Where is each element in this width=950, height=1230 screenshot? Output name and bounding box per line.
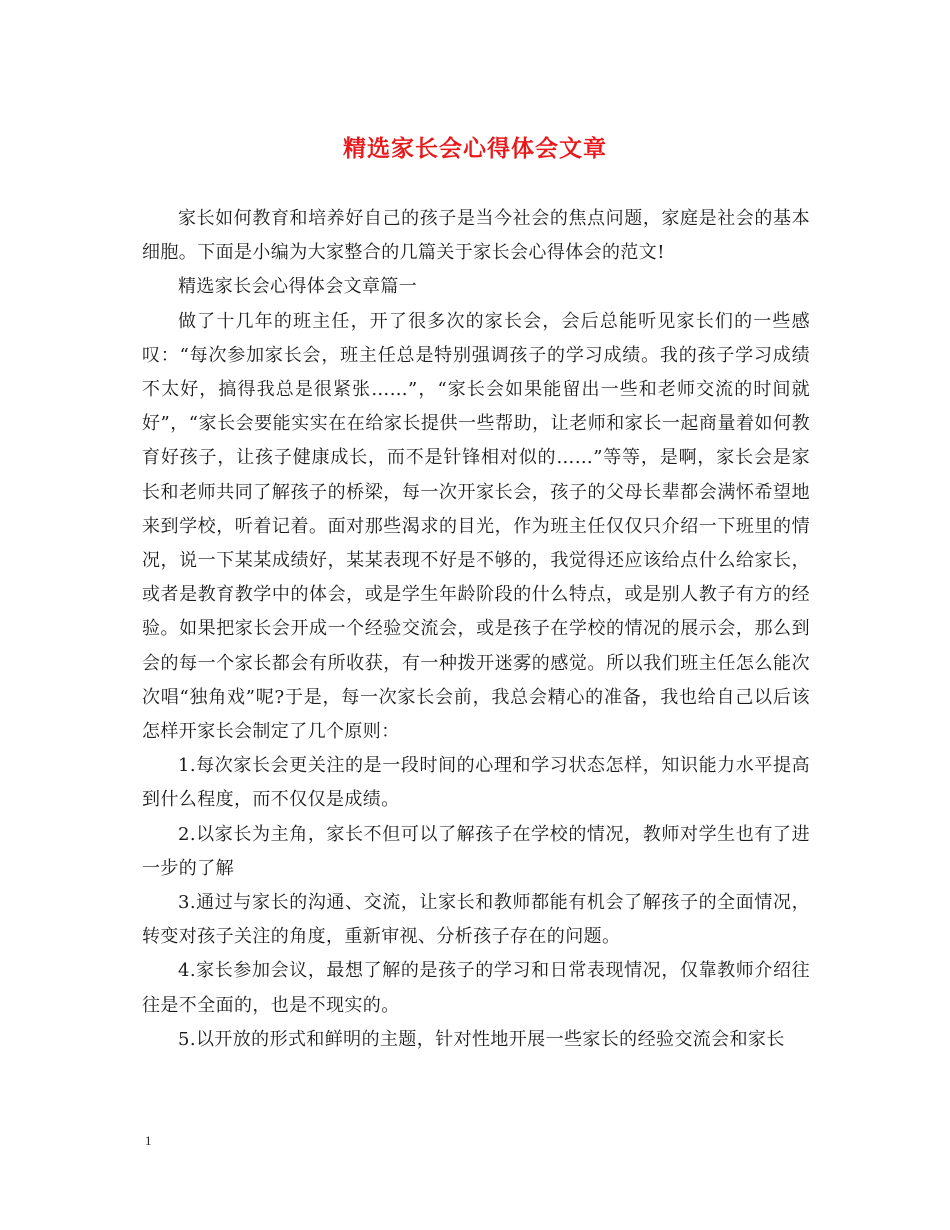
list-item-4: 4.家长参加会议，最想了解的是孩子的学习和日常表现情况，仅靠教师介绍往往是不全面的，也是不现实的。 — [142, 960, 810, 1016]
section-heading: 精选家长会心得体会文章篇一 — [178, 276, 418, 298]
body-paragraph: 做了十几年的班主任，开了很多次的家长会，会后总能听见家长们的一些感叹：“每次参加家长会，班主任总是特别强调孩子的学习成绩。我的孩子学习成绩不太好，搞得我总是很紧张……”，“家长会如果能留出一些和老师交流的时间就好”，“家长会要能实实在在给家长提供一些帮助，让老师和家长一起商量着如何教育好孩子，让孩子健康成长，而不是针锋相对似的……”等等，是啊，家长会是家长和老师共同了解孩子的桥梁，每一次开家长会，孩子的父母长辈都会满怀希望地来到学校，听着记着。面对那些渴求的目光，作为班主任仅仅只介绍一下班里的情况，说一下某某成绩好，某某表现不好是不够的，我觉得还应该给点什么给家长，或者是教育教学中的体会，或是学生年龄阶段的什么特点，或是别人教子有方的经验。如果把家长会开成一个经验交流会，或是孩子在学校的情况的展示会，那么到会的每一个家长都会有所收获，有一种拨开迷雾的感觉。所以我们班主任怎么能次次唱“独角戏”呢?于是，每一次家长会前，我总会精心的准备，我也给自己以后该怎样开家长会制定了几个原则： — [142, 310, 810, 743]
list-item-3: 3.通过与家长的沟通、交流，让家长和教师都能有机会了解孩子的全面情况，转变对孩子关注的角度，重新审视、分析孩子存在的问题。 — [142, 892, 810, 948]
document-body — [142, 202, 810, 1057]
list-item-1: 1.每次家长会更关注的是一段时间的心理和学习状态怎样，知识能力水平提高到什么程度，而不仅仅是成绩。 — [142, 755, 810, 811]
list-item-5: 5.以开放的形式和鲜明的主题，针对性地开展一些家长的经验交流会和家长 — [178, 1028, 785, 1050]
list-item-2: 2.以家长为主角，家长不但可以了解孩子在学校的情况，教师对学生也有了进一步的了解 — [142, 823, 810, 879]
intro-paragraph: 家长如何教育和培养好自己的孩子是当今社会的焦点问题，家庭是社会的基本细胞。下面是小编为大家整合的几篇关于家长会心得体会的范文! — [142, 208, 810, 264]
page-number: 1 — [145, 1133, 152, 1148]
document-title: 精选家长会心得体会文章 — [343, 136, 607, 162]
